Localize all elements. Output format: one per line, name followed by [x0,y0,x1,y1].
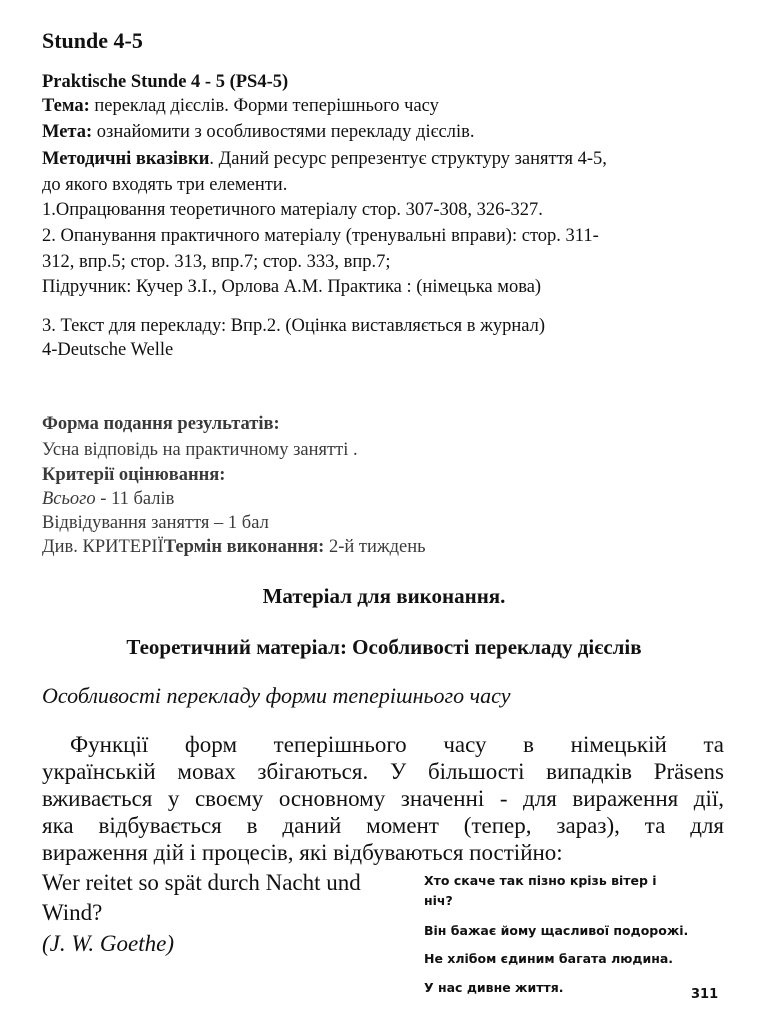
meta-line [42,120,475,144]
total-text: - 11 балів [95,489,175,509]
total-line [42,487,174,511]
tema-label: Тема: [42,96,90,116]
translation-line-4: Не хлібом єдиним багата людина. [424,951,674,966]
meta-label: Мета: [42,122,93,142]
translation-line-3: Він бажає йому щасливої подорожі. [424,923,689,938]
task-item-4: 4-Deutsche Welle [42,340,174,360]
translation-line-1: Хто скаче так пізно крізь вітер і [424,873,657,888]
tema-line [42,94,439,118]
task-item-1: 1.Опрацювання теоретичного матеріалу стор. 307-308, 326-327. [42,200,543,220]
poem-line-2: Wind? [42,900,103,925]
method-line [42,147,607,171]
results-form-text: Усна відповідь на практичному занятті . [42,440,358,460]
textbook-line: Підручник: Кучер З.І., Орлова А.М. Практика : (німецька мова) [42,277,542,297]
attendance-line: Відвідування заняття – 1 бал [42,513,269,533]
task-item-2a: 2. Опанування практичного матеріалу (тренувальні вправи): стор. 311- [42,226,599,246]
tema-text: переклад дієслів. Форми теперішнього часу [89,96,439,116]
paragraph-line-3: вживається у своєму основному значенні - для вираження дії, [42,786,724,811]
task-item-2b: 312, впр.5; стор. 313, впр.7; стор. 333, впр.7; [42,252,391,272]
theory-heading: Теоретичний матеріал: Особливості перекладу дієслів [126,635,642,659]
deadline-line [42,535,426,559]
task-item-3: 3. Текст для перекладу: Впр.2. (Оцінка виставляється в журнал) [42,316,546,336]
deadline-text: 2-й тиждень [324,537,426,557]
meta-text: ознайомити з особливостями перекладу дієслів. [92,122,475,142]
paragraph-line-1: Функції форм теперішнього часу в німецькій та [70,732,724,757]
material-heading: Матеріал для виконання. [262,584,506,608]
section-subheading: Особливості перекладу форми теперішнього часу [42,683,511,708]
method-label: Методичні вказівки [42,149,210,169]
criteria-label: Критерії оцінювання: [42,465,226,485]
poem-line-1: Wer reitet so spät durch Nacht und [42,870,361,895]
translation-line-5: У нас дивне життя. [424,980,564,995]
poem-author: (J. W. Goethe) [42,931,174,956]
total-label: Всього [42,489,96,509]
page-number: 311 [691,987,719,1002]
paragraph-line-5: вираження дій і процесів, які відбуваються постійно: [42,840,563,865]
paragraph-line-4: яка відбувається в даний момент (тепер, зараз), та для [42,813,724,838]
deadline-label: Термін виконання: [163,537,325,557]
paragraph-line-2: українській мовах збігаються. У більшості випадків Präsens [42,759,724,784]
translation-line-2: ніч? [424,893,453,908]
results-form-label: Форма подання результатів: [42,414,280,434]
method-text: . Даний ресурс репрезентує структуру заняття 4-5, [209,149,607,169]
method-line-2: до якого входять три елементи. [42,175,288,195]
page-title: Stunde 4-5 [42,28,143,53]
see-criteria-text: Див. КРИТЕРІЇ [42,537,164,557]
lesson-subtitle: Praktische Stunde 4 - 5 (PS4-5) [42,72,289,92]
